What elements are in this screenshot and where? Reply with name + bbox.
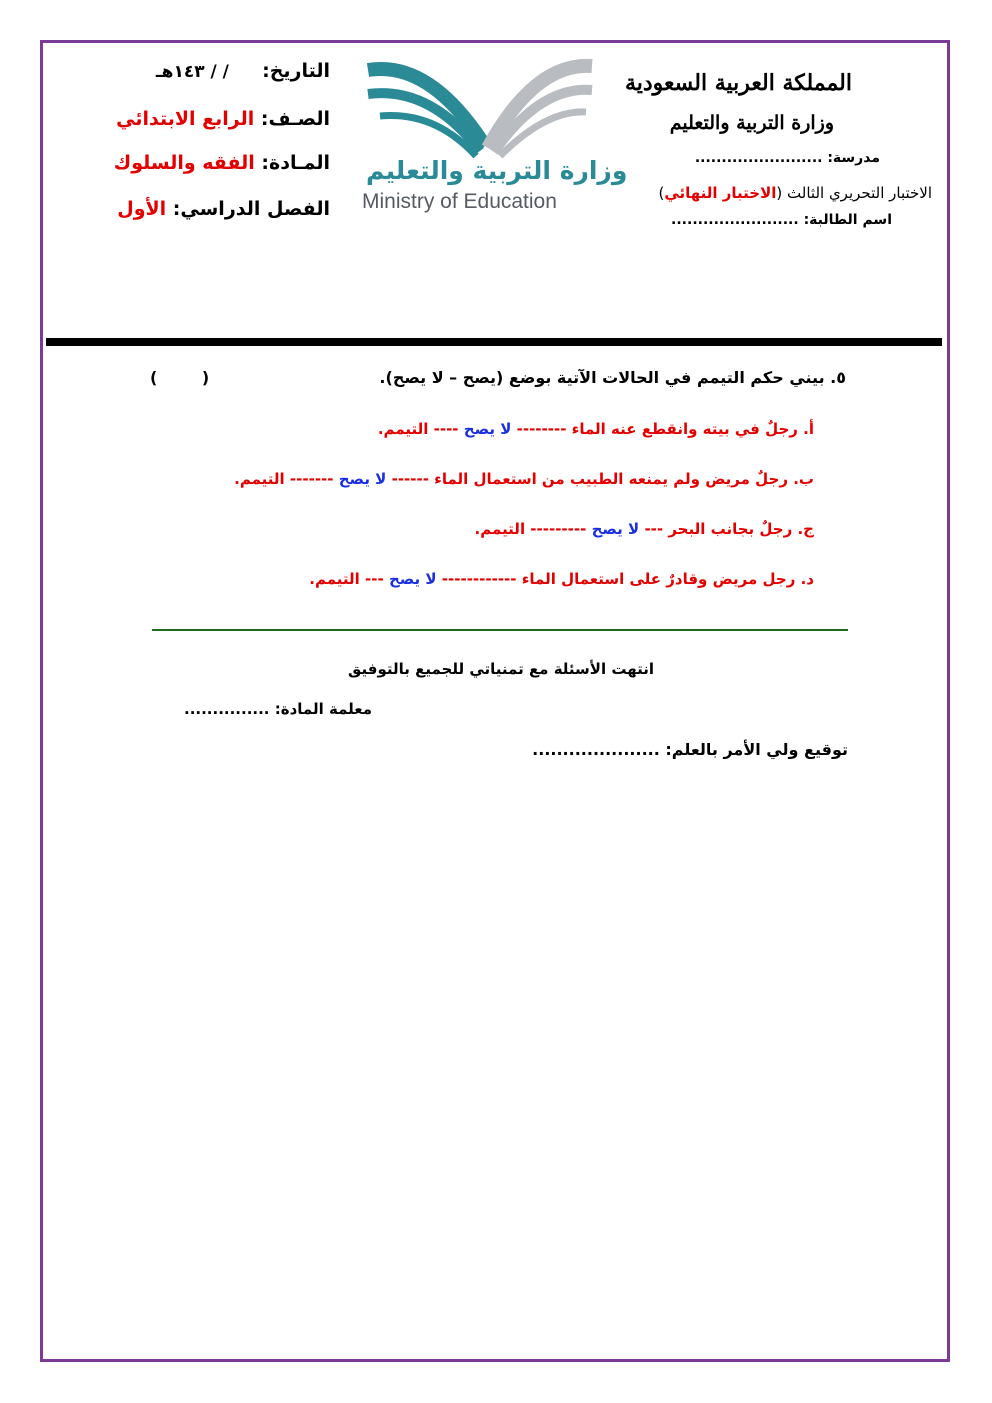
list-item — [378, 420, 814, 438]
exam-prefix: الاختبار التحريري الثالث ( — [776, 184, 932, 202]
exam-suffix: ) — [658, 184, 665, 202]
score-box: ( ) — [150, 368, 210, 387]
closing-message: انتهت الأسئلة مع تمنياتي للجميع بالتوفيق — [348, 660, 654, 678]
item-text: رجلٌ بجانب البحر --- — [644, 520, 793, 538]
logo-arabic-text: وزارة التربية والتعليم — [366, 156, 628, 185]
guardian-dots: ..................... — [532, 740, 660, 759]
kingdom-title: المملكة العربية السعودية — [624, 70, 852, 96]
exam-title — [658, 184, 932, 202]
item-tail: ------- التيمم. — [234, 470, 334, 488]
teacher-signature-line — [184, 700, 372, 718]
guardian-label: توقيع ولي الأمر بالعلم: — [665, 740, 848, 759]
school-label: مدرسة: — [827, 150, 880, 166]
teacher-dots: ............... — [184, 700, 270, 718]
student-name-line — [671, 212, 892, 228]
item-answer: لا يصح — [463, 420, 512, 438]
grade-label: الصـف: — [260, 108, 330, 130]
ministry-title: وزارة التربية والتعليم — [669, 112, 834, 134]
subject-label: المـادة: — [261, 152, 330, 174]
exam-highlight: الاختبار النهائي — [664, 184, 777, 202]
item-tail: --- التيمم. — [309, 570, 384, 588]
teacher-label: معلمة المادة: — [274, 700, 372, 718]
subject-value: الفقه والسلوك — [113, 152, 255, 174]
list-item — [234, 470, 814, 488]
term-label: الفصل الدراسي: — [172, 198, 330, 220]
item-text: رجلٌ في بيته وانقطع عنه الماء -------- — [516, 420, 798, 438]
item-answer: لا يصح — [388, 570, 437, 588]
item-tail: ---- التيمم. — [377, 420, 459, 438]
header-divider — [46, 338, 942, 346]
logo-english-text: Ministry of Education — [362, 190, 557, 213]
term-value: الأول — [117, 198, 167, 220]
item-answer: لا يصح — [591, 520, 640, 538]
item-tail: --------- التيمم. — [474, 520, 587, 538]
item-text: رجل مريض وقادرٌ على استعمال الماء ------------ — [441, 570, 796, 588]
item-answer: لا يصح — [338, 470, 387, 488]
grade-value: الرابع الابتدائي — [116, 108, 255, 130]
item-letter: ب. — [793, 470, 814, 488]
date-label: التاريخ: — [262, 60, 330, 82]
guardian-signature-line — [532, 740, 848, 759]
item-letter: د. — [800, 570, 814, 588]
question-prompt: ٥. بيني حكم التيمم في الحالات الآتية بوضع (يصح – لا يصح). — [379, 368, 846, 387]
student-dots: ........................ — [671, 212, 799, 228]
school-line — [695, 150, 880, 166]
date-value: / / ١٤٣هـ — [155, 62, 229, 82]
student-label: اسم الطالبة: — [803, 212, 892, 228]
list-item — [309, 570, 814, 588]
term-line — [117, 198, 330, 220]
subject-line — [114, 152, 330, 174]
ministry-logo — [360, 56, 628, 216]
section-divider — [152, 629, 848, 631]
item-letter: أ. — [803, 420, 814, 438]
school-dots: ........................ — [694, 150, 823, 166]
list-item — [475, 520, 814, 538]
date-line — [156, 60, 330, 82]
page-border — [40, 40, 950, 1362]
grade-line — [116, 108, 330, 130]
item-text: رجلٌ مريض ولم يمنعه الطبيب من استعمال الماء ------ — [391, 470, 788, 488]
item-letter: ج. — [797, 520, 814, 538]
